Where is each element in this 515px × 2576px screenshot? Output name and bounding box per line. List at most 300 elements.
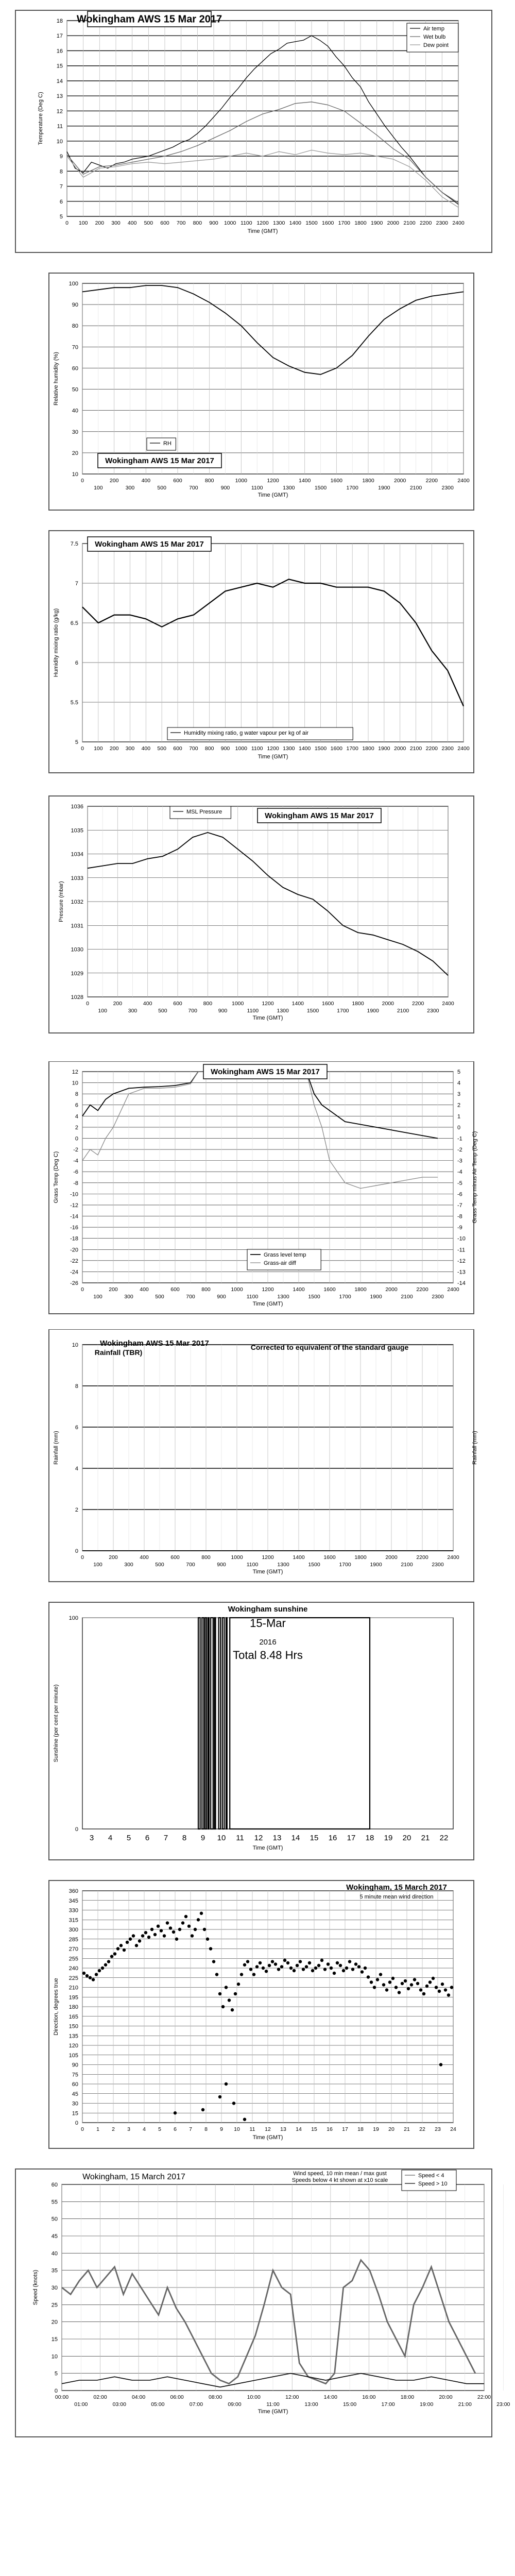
panel-frame — [49, 1329, 474, 1582]
y-tick-label: 11 — [57, 123, 63, 130]
legend-label: Humidity mixing ratio, g water vapour per kg of air — [184, 730, 309, 736]
y-tick-label: 1031 — [71, 923, 83, 929]
y-tick-label: 90 — [72, 2062, 78, 2069]
x-tick-label: 2400 — [447, 1554, 459, 1561]
x-tick-label: 1800 — [354, 1554, 367, 1561]
wind-direction-point — [240, 1973, 243, 1976]
y-axis-label: Rainfall (mm) — [53, 1431, 59, 1465]
y-tick-label: 240 — [68, 1965, 78, 1972]
x-tick-label: 2100 — [409, 485, 422, 491]
x-tick-label: 16:00 — [362, 2394, 376, 2400]
y-axis-label: Direction, degrees true — [53, 1978, 59, 2036]
x-tick-label: 1000 — [231, 1286, 243, 1293]
wind-direction-point — [237, 1982, 240, 1986]
x-tick-label: 6 — [145, 1834, 150, 1842]
x-tick-label: 1600 — [323, 1286, 336, 1293]
x-tick-label: 100 — [78, 220, 88, 226]
y-tick-label: 15 — [72, 2110, 78, 2117]
y-tick-label: 105 — [68, 2052, 78, 2059]
wind-direction-point — [252, 1973, 255, 1976]
x-tick-label: 19:00 — [420, 2401, 434, 2408]
pressure-chart — [0, 791, 515, 1038]
wind-direction-point — [153, 1933, 157, 1936]
wind-direction-point — [394, 1986, 398, 1989]
wind-direction-point — [450, 1986, 453, 1989]
wind-direction-point — [439, 2063, 442, 2066]
y-tick-label: 6.5 — [70, 620, 78, 626]
y-tick-label: 1028 — [71, 994, 83, 1001]
x-axis-label: Time (GMT) — [252, 1569, 283, 1575]
y-tick-label: -12 — [70, 1202, 78, 1209]
y2-tick-label: -2 — [457, 1147, 462, 1154]
wind-direction-point — [82, 1972, 85, 1975]
wind-direction-point — [92, 1978, 95, 1981]
y-tick-label: 5.5 — [70, 700, 78, 706]
y2-tick-label: -8 — [457, 1213, 462, 1220]
wind-direction-point — [333, 1972, 336, 1975]
wind-direction-point — [370, 1980, 373, 1984]
x-tick-label: 0 — [81, 745, 84, 752]
wind-direction-point — [172, 1930, 175, 1934]
x-tick-label: 08:00 — [209, 2394, 222, 2400]
panel-frame — [49, 273, 474, 510]
chart-title: Wokingham, 15 March 2017 — [346, 1883, 447, 1892]
x-tick-label: 700 — [176, 220, 186, 226]
x-tick-label: 04:00 — [131, 2394, 146, 2400]
x-tick-label: 1000 — [235, 478, 248, 484]
x-tick-label: 2100 — [401, 1294, 413, 1300]
x-tick-label: 10:00 — [247, 2394, 261, 2400]
sunshine-bar — [226, 1618, 227, 1829]
wind-direction-point — [299, 1960, 302, 1963]
x-tick-label: 400 — [141, 745, 151, 752]
wind-direction-point — [89, 1976, 92, 1979]
wind-direction-point — [323, 1968, 327, 1971]
x-tick-label: 700 — [186, 1294, 195, 1300]
x-tick-label: 100 — [94, 485, 103, 491]
x-tick-label: 1200 — [267, 745, 279, 752]
x-tick-label: 23 — [435, 2126, 441, 2132]
wind-direction-point — [296, 1964, 299, 1967]
x-tick-label: 11:00 — [266, 2401, 280, 2408]
x-tick-label: 1400 — [291, 1001, 304, 1007]
wind-direction-point — [339, 1964, 342, 1967]
y-axis-label: Temperature (Deg C) — [38, 92, 44, 145]
y-tick-label: 70 — [72, 344, 78, 351]
wind-direction-point — [246, 1960, 249, 1963]
y2-tick-label: 0 — [457, 1124, 461, 1131]
x-tick-label: 2000 — [385, 1286, 398, 1293]
x-tick-label: 800 — [201, 1554, 211, 1561]
wind-direction-point — [144, 1931, 147, 1934]
x-tick-label: 14 — [296, 2126, 302, 2132]
y-tick-label: 80 — [72, 323, 78, 330]
y-tick-label: 10 — [51, 2353, 58, 2360]
y-axis-label: Relative humidity (%) — [53, 352, 59, 405]
x-tick-label: 22:00 — [477, 2394, 491, 2400]
x-tick-label: 8 — [182, 1834, 187, 1842]
y-tick-label: 195 — [68, 1994, 78, 2001]
x-tick-label: 15:00 — [342, 2401, 357, 2408]
y-tick-label: 360 — [68, 1888, 78, 1894]
legend-label: Grass-air diff — [264, 1260, 296, 1266]
x-tick-label: 2100 — [397, 1008, 409, 1014]
y-axis-label: Humidity mixing ratio (g/kg) — [53, 608, 59, 677]
x-tick-label: 1800 — [354, 220, 367, 226]
x-tick-label: 17 — [342, 2126, 348, 2132]
x-tick-label: 300 — [111, 220, 121, 226]
x-axis-label: Time (GMT) — [247, 228, 278, 234]
temperature-chart-panel — [0, 0, 515, 260]
x-tick-label: 400 — [140, 1286, 149, 1293]
y-tick-label: 1034 — [71, 851, 83, 858]
wind-direction-point — [200, 1912, 203, 1915]
wind-direction-point — [289, 1967, 293, 1970]
mixing-ratio-chart — [0, 526, 515, 783]
x-tick-label: 1000 — [231, 1001, 244, 1007]
wind-direction-point — [317, 1964, 320, 1967]
wind-direction-point — [336, 1961, 339, 1964]
wind-direction-point — [305, 1965, 308, 1968]
wind-direction-point — [215, 1973, 218, 1976]
x-tick-label: 100 — [94, 745, 103, 752]
x-tick-label: 1200 — [256, 220, 269, 226]
x-tick-label: 200 — [109, 478, 119, 484]
x-tick-label: 500 — [155, 1562, 164, 1568]
chart-title: Wokingham sunshine — [228, 1605, 308, 1614]
x-tick-label: 18 — [357, 2126, 364, 2132]
x-tick-label: 18:00 — [400, 2394, 415, 2400]
y-tick-label: 315 — [68, 1917, 78, 1924]
legend-label: RH — [163, 440, 171, 447]
x-tick-label: 4 — [108, 1834, 113, 1842]
y-tick-label: 10 — [56, 138, 63, 145]
y-tick-label: 0 — [75, 1136, 78, 1142]
x-tick-label: 4 — [143, 2126, 146, 2132]
sunshine-chart-panel — [0, 1597, 515, 1868]
y-tick-label: 0 — [75, 2120, 78, 2126]
x-axis-label: Time (GMT) — [252, 1845, 283, 1851]
wind-direction-point — [425, 1985, 428, 1988]
y-tick-label: 13 — [56, 93, 63, 100]
y-tick-label: 150 — [68, 2023, 78, 2030]
wind-direction-point — [274, 1962, 277, 1965]
x-tick-label: 1600 — [321, 220, 334, 226]
y-tick-label: 17 — [56, 33, 63, 40]
x-tick-label: 06:00 — [170, 2394, 184, 2400]
y-tick-label: 40 — [72, 408, 78, 414]
x-tick-label: 1 — [96, 2126, 99, 2132]
sunshine-bar — [208, 1618, 209, 1829]
y-tick-label: 1035 — [71, 827, 83, 834]
x-tick-label: 2400 — [442, 1001, 454, 1007]
chart-note: Corrected to equivalent of the standard gauge — [250, 1343, 409, 1351]
x-tick-label: 14 — [291, 1834, 300, 1842]
x-tick-label: 1900 — [370, 220, 383, 226]
humidity-chart — [0, 268, 515, 515]
y-tick-label: 255 — [68, 1956, 78, 1962]
x-tick-label: 16 — [327, 2126, 333, 2132]
y-tick-label: 1030 — [71, 946, 83, 953]
wind-direction-point — [382, 1983, 385, 1986]
y2-tick-label: 4 — [457, 1080, 461, 1087]
chart-title: Wokingham AWS 15 Mar 2017 — [265, 811, 374, 820]
x-tick-label: 1300 — [283, 485, 295, 491]
x-tick-label: 1400 — [298, 478, 311, 484]
rainfall-chart-panel — [0, 1329, 515, 1589]
x-axis-label: Time (GMT) — [258, 492, 288, 498]
legend-label: Air temp — [423, 26, 444, 32]
y-tick-label: -16 — [70, 1225, 78, 1231]
y-tick-label: 20 — [51, 2319, 58, 2326]
x-tick-label: 400 — [141, 478, 151, 484]
x-tick-label: 1700 — [339, 1562, 351, 1568]
y2-tick-label: -12 — [457, 1258, 466, 1264]
wind-direction-point — [225, 1986, 228, 1989]
y-tick-label: 0 — [75, 1826, 78, 1833]
x-tick-label: 2200 — [425, 745, 438, 752]
x-tick-label: 100 — [93, 1562, 102, 1568]
x-tick-label: 500 — [144, 220, 153, 226]
x-tick-label: 01:00 — [74, 2401, 88, 2408]
y2-tick-label: -11 — [457, 1247, 466, 1253]
y-axis-label: Pressure (mbar) — [58, 881, 64, 922]
wind-direction-point — [330, 1967, 333, 1970]
wind-direction-point — [367, 1975, 370, 1978]
y-tick-label: 10 — [72, 1342, 78, 1348]
y-tick-label: 1032 — [71, 899, 83, 905]
x-tick-label: 1500 — [314, 485, 327, 491]
x-tick-label: 0 — [65, 220, 68, 226]
chart-date: 15-Mar — [250, 1617, 286, 1630]
y-tick-label: 1029 — [71, 970, 83, 977]
y-tick-label: 100 — [68, 281, 78, 287]
x-tick-label: 6 — [174, 2126, 177, 2132]
x-tick-label: 2200 — [416, 1554, 428, 1561]
x-tick-label: 05:00 — [151, 2401, 165, 2408]
y-tick-label: 135 — [68, 2033, 78, 2040]
y-tick-label: 0 — [75, 1548, 78, 1554]
x-tick-label: 13 — [280, 2126, 286, 2132]
wind-direction-point — [163, 1934, 166, 1937]
x-tick-label: 8 — [204, 2126, 208, 2132]
x-tick-label: 1000 — [224, 220, 236, 226]
y-tick-label: 30 — [72, 429, 78, 435]
y2-tick-label: -3 — [457, 1158, 462, 1164]
y-tick-label: 16 — [56, 48, 63, 55]
wind-direction-point — [209, 1947, 212, 1950]
wind-direction-point — [255, 1965, 259, 1968]
y-tick-label: -18 — [70, 1235, 78, 1242]
x-tick-label: 500 — [157, 745, 166, 752]
chart-title: Wokingham, 15 March 2017 — [82, 2173, 185, 2181]
wind-speed-chart-panel — [0, 2164, 515, 2445]
x-tick-label: 2200 — [411, 1001, 424, 1007]
y-tick-label: 25 — [51, 2302, 58, 2309]
wind-direction-point — [262, 1967, 265, 1970]
x-tick-label: 1100 — [246, 1562, 259, 1568]
y-tick-label: 120 — [68, 2043, 78, 2049]
x-tick-label: 1300 — [277, 1562, 289, 1568]
wind-direction-point — [98, 1969, 101, 1972]
x-axis-label: Time (GMT) — [258, 754, 288, 760]
x-tick-label: 1900 — [378, 485, 390, 491]
x-tick-label: 1200 — [267, 478, 279, 484]
x-tick-label: 2000 — [387, 220, 400, 226]
x-tick-label: 1000 — [235, 745, 248, 752]
y2-axis-label: Rainfall (mm) — [472, 1431, 478, 1465]
y-tick-label: 55 — [51, 2199, 58, 2206]
y-tick-label: -26 — [70, 1280, 78, 1286]
x-tick-label: 2200 — [425, 478, 438, 484]
y-tick-label: 8 — [75, 1383, 78, 1389]
x-tick-label: 21 — [404, 2126, 410, 2132]
x-tick-label: 100 — [93, 1294, 102, 1300]
x-tick-label: 22 — [439, 1834, 449, 1842]
x-tick-label: 23:00 — [496, 2401, 510, 2408]
x-tick-label: 1300 — [277, 1008, 289, 1014]
y2-tick-label: -5 — [457, 1180, 462, 1187]
legend-box — [147, 438, 176, 450]
y2-tick-label: -9 — [457, 1225, 462, 1231]
wind-direction-point — [432, 1977, 435, 1980]
x-tick-label: 900 — [218, 1008, 228, 1014]
pressure-chart-panel — [0, 791, 515, 1041]
chart-total: Total 8.48 Hrs — [233, 1649, 303, 1662]
chart-subtitle: 5 minute mean wind direction — [359, 1894, 434, 1900]
x-tick-label: 2100 — [409, 745, 422, 752]
wind-direction-point — [357, 1965, 360, 1968]
x-tick-label: 1500 — [308, 1294, 320, 1300]
y-tick-label: -20 — [70, 1247, 78, 1253]
x-axis-label: Time (GMT) — [252, 1301, 283, 1307]
x-tick-label: 12 — [265, 2126, 271, 2132]
wind-direction-point — [243, 1963, 246, 1967]
y-tick-label: 10 — [72, 1080, 78, 1087]
y2-tick-label: -6 — [457, 1191, 462, 1198]
x-tick-label: 0 — [81, 1286, 84, 1293]
x-tick-label: 800 — [204, 745, 214, 752]
y-tick-label: 180 — [68, 2004, 78, 2010]
x-tick-label: 100 — [98, 1008, 107, 1014]
x-tick-label: 1500 — [314, 745, 327, 752]
wind-direction-point — [194, 1928, 197, 1931]
y-tick-label: 5 — [59, 214, 63, 220]
x-tick-label: 200 — [95, 220, 105, 226]
x-tick-label: 600 — [170, 1286, 180, 1293]
x-tick-label: 400 — [127, 220, 137, 226]
x-tick-label: 500 — [158, 1008, 167, 1014]
chart-year: 2016 — [259, 1638, 277, 1647]
wind-direction-point — [342, 1969, 345, 1972]
mixing-ratio-chart-panel — [0, 526, 515, 786]
wind-direction-point — [311, 1969, 314, 1972]
x-tick-label: 2300 — [432, 1562, 444, 1568]
wind-direction-point — [113, 1952, 116, 1955]
wind-direction-point — [135, 1944, 138, 1947]
x-tick-label: 9 — [200, 1834, 205, 1842]
x-tick-label: 2400 — [447, 1286, 459, 1293]
wind-direction-point — [234, 1992, 237, 1995]
y-tick-label: 2 — [75, 1124, 78, 1131]
x-tick-label: 1000 — [231, 1554, 243, 1561]
wind-direction-point — [419, 1988, 422, 1991]
x-tick-label: 2100 — [403, 220, 416, 226]
x-tick-label: 300 — [124, 1562, 133, 1568]
wind-direction-point — [85, 1974, 89, 1977]
wind-direction-point — [293, 1969, 296, 1972]
x-tick-label: 2 — [112, 2126, 115, 2132]
x-tick-label: 900 — [220, 485, 230, 491]
x-tick-label: 1600 — [330, 745, 343, 752]
x-tick-label: 1200 — [262, 1554, 274, 1561]
y-tick-label: 165 — [68, 2013, 78, 2020]
y-axis-label: Grass Temp (Deg C) — [53, 1151, 59, 1204]
y2-axis-label: Grass Temp minus Air Temp (Deg C) — [472, 1131, 478, 1224]
y-tick-label: 15 — [51, 2336, 58, 2343]
x-tick-label: 11 — [249, 2126, 255, 2132]
x-tick-label: 1600 — [330, 478, 343, 484]
x-tick-label: 1900 — [370, 1562, 382, 1568]
wind-direction-point — [232, 2102, 235, 2105]
y-tick-label: 35 — [51, 2267, 58, 2274]
x-tick-label: 800 — [204, 478, 214, 484]
wind-direction-point — [373, 1986, 376, 1989]
x-tick-label: 2000 — [393, 745, 406, 752]
x-tick-label: 1300 — [272, 220, 285, 226]
wind-direction-point — [225, 2082, 228, 2086]
x-tick-label: 1300 — [277, 1294, 289, 1300]
y-tick-label: 20 — [72, 450, 78, 456]
x-tick-label: 900 — [217, 1562, 226, 1568]
x-tick-label: 1100 — [247, 1008, 259, 1014]
x-tick-label: 400 — [143, 1001, 152, 1007]
x-tick-label: 1500 — [308, 1562, 320, 1568]
y-tick-label: 6 — [75, 1425, 78, 1431]
x-tick-label: 2000 — [385, 1554, 398, 1561]
wind-direction-point — [166, 1921, 169, 1924]
x-tick-label: 21 — [421, 1834, 430, 1842]
wind-direction-point — [191, 1934, 194, 1937]
x-tick-label: 600 — [160, 220, 169, 226]
x-tick-label: 2200 — [416, 1286, 428, 1293]
wind-direction-point — [268, 1964, 271, 1967]
x-tick-label: 1800 — [352, 1001, 364, 1007]
wind-direction-point — [444, 1988, 447, 1991]
wind-direction-point — [283, 1959, 286, 1962]
wind-direction-point — [119, 1944, 123, 1947]
y-tick-label: 5 — [54, 2370, 58, 2377]
x-tick-label: 2100 — [401, 1562, 413, 1568]
x-tick-label: 1500 — [306, 1008, 319, 1014]
y-tick-label: 50 — [72, 386, 78, 393]
y-tick-label: 7 — [75, 581, 78, 587]
wind-direction-point — [104, 1963, 107, 1967]
y-tick-label: 6 — [75, 1102, 78, 1109]
x-tick-label: 1700 — [337, 1008, 349, 1014]
y-tick-label: -24 — [70, 1269, 78, 1276]
x-tick-label: 1100 — [241, 220, 252, 226]
y-tick-label: 75 — [72, 2072, 78, 2078]
x-tick-label: 12:00 — [285, 2394, 299, 2400]
y-tick-label: 60 — [72, 365, 78, 372]
y-tick-label: 330 — [68, 1907, 78, 1914]
y-tick-label: 1033 — [71, 875, 83, 882]
wind-direction-point — [438, 1990, 441, 1993]
x-tick-label: 200 — [109, 1554, 118, 1561]
y-tick-label: 100 — [68, 1615, 78, 1621]
y-tick-label: -14 — [70, 1213, 78, 1220]
